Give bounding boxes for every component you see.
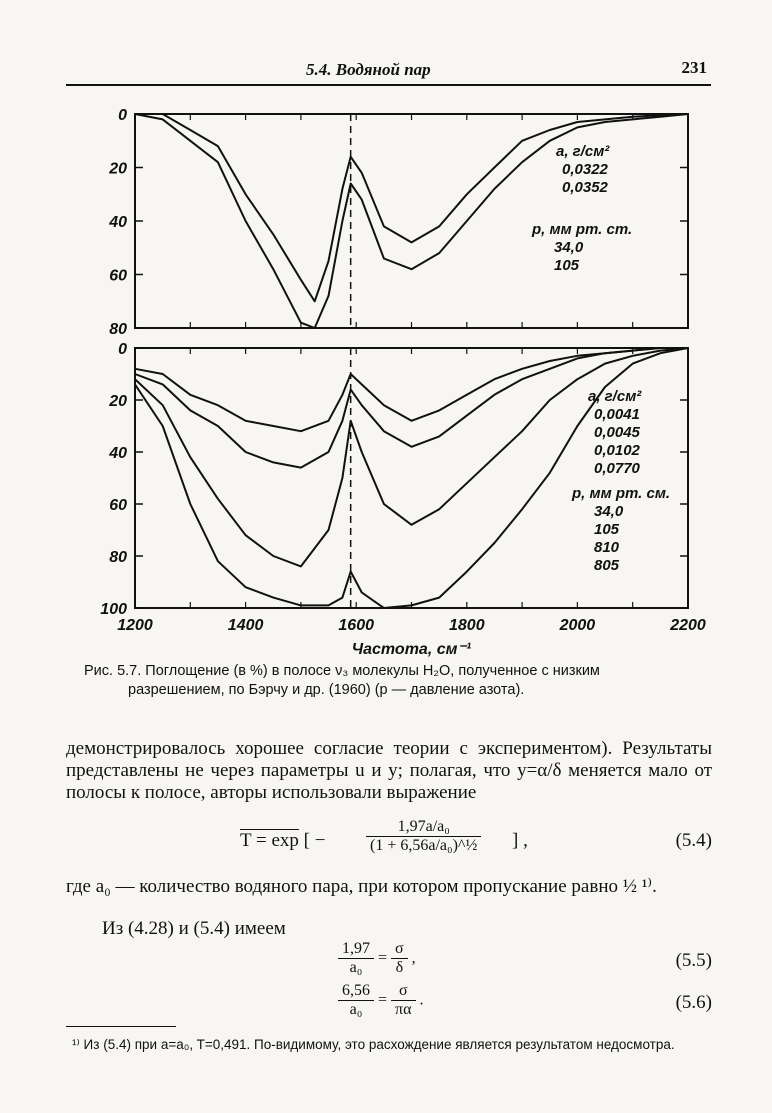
eq56-left-num: 6,56 [338, 982, 374, 1001]
x-tick-label: 1800 [449, 617, 485, 634]
absorption-figure [0, 96, 772, 662]
equation-5-6: $\frac{6,56}{\text{a₀}}$ = $\frac{\sigma}{\pi\alpha}$ . [338, 982, 478, 1022]
eq56-left-den: a₀ [349, 1001, 363, 1018]
y-tick-label: 60 [109, 267, 127, 285]
caption-line-1: Рис. 5.7. Поглощение (в %) в полосе ν₃ молекулы H₂O, полученное с низким [84, 663, 600, 679]
y-tick-label: 0 [118, 107, 127, 124]
caption-line-2: разрешением, по Бэрчу и др. (1960) (p — давление азота). [128, 682, 525, 698]
footnote-rule [66, 1026, 176, 1027]
annotation-a-4: 0,0770 [594, 460, 640, 477]
page-header [66, 54, 711, 86]
annotation-a-1: 0,0041 [594, 406, 640, 423]
annotation-a-3: 0,0102 [594, 442, 640, 459]
y-tick-label: 20 [109, 160, 127, 178]
y-tick-label: 40 [109, 214, 127, 231]
annotation-a-0: a, г/см² [588, 388, 642, 405]
equation-5-4: T = exp [ − $\frac{\text{1,97a/a₀}}{\text{(1 + 6,56a/a₀)\textasciicircum{}½}}$ ] , [240, 818, 528, 854]
x-tick-label: 1200 [117, 617, 153, 634]
y-tick-label: 40 [109, 445, 127, 462]
annotation-p-1: 34,0 [554, 239, 584, 256]
eq55-right-num: σ [391, 940, 408, 959]
x-tick-label: 2000 [559, 617, 596, 634]
y-tick-label: 100 [100, 601, 127, 618]
footnote: ¹⁾ Из (5.4) при a=a₀, T=0,491. По-видимому, это расхождение является результатом недосмотра. [72, 1037, 675, 1052]
eq55-right-den: δ [395, 959, 404, 976]
eq56-right-num: σ [391, 982, 415, 1001]
annotation-a-0: a, г/см² [556, 143, 610, 160]
annotation-a-1: 0,0322 [562, 161, 608, 178]
eq55-number: (5.5) [675, 950, 712, 971]
paragraph-1: демонстрировалось хорошее согласие теории с экспериментом). Результаты представлены не через параметры u и y; полагая, что y=α/δ меняется мало от полосы к полосе, авторы использовали выражение [66, 738, 712, 803]
y-tick-label: 80 [109, 549, 127, 566]
equation-5-5: $\frac{1,97}{\text{a₀}}$ = $\frac{\sigma}{\delta}$ , [338, 940, 478, 980]
y-tick-label: 80 [109, 321, 127, 338]
x-tick-label: 1400 [227, 617, 264, 634]
annotation-p-0: p, мм рт. ст. [532, 221, 633, 238]
running-title: 5.4. Водяной пар [306, 60, 431, 79]
x-tick-label: 1600 [338, 617, 374, 634]
eq54-lhs: T = exp [240, 830, 299, 851]
eq54-numerator: 1,97a/a₀ [366, 818, 481, 837]
x-tick-label: 2200 [670, 617, 706, 634]
annotation-p-1: 34,0 [594, 503, 624, 520]
eq54-number: (5.4) [675, 830, 712, 851]
paragraph-2: где a₀ — количество водяного пара, при котором пропускание равно ½ ¹⁾. [66, 876, 657, 897]
annotation-a-2: 0,0352 [562, 179, 608, 196]
eq56-number: (5.6) [675, 992, 712, 1013]
annotation-p-4: 805 [594, 557, 620, 574]
annotation-p-3: 810 [594, 539, 620, 556]
annotation-a-2: 0,0045 [594, 424, 640, 441]
eq56-right-den: πα [395, 1001, 412, 1018]
y-tick-label: 20 [109, 393, 127, 410]
eq55-left-num: 1,97 [338, 940, 374, 959]
page-number: 231 [681, 58, 707, 77]
y-tick-label: 60 [109, 497, 127, 514]
eq55-left-den: a₀ [349, 959, 363, 976]
y-tick-label: 0 [118, 341, 127, 358]
eq54-denominator: (1 + 6,56a/a₀)^½ [370, 837, 478, 854]
annotation-p-2: 105 [594, 521, 620, 538]
annotation-p-2: 105 [554, 257, 580, 274]
annotation-p-0: p, мм рт. см. [572, 485, 671, 502]
figure-caption [84, 662, 724, 700]
paragraph-3: Из (4.28) и (5.4) имеем [102, 918, 286, 939]
x-axis-label: Частота, см⁻¹ [351, 641, 472, 658]
